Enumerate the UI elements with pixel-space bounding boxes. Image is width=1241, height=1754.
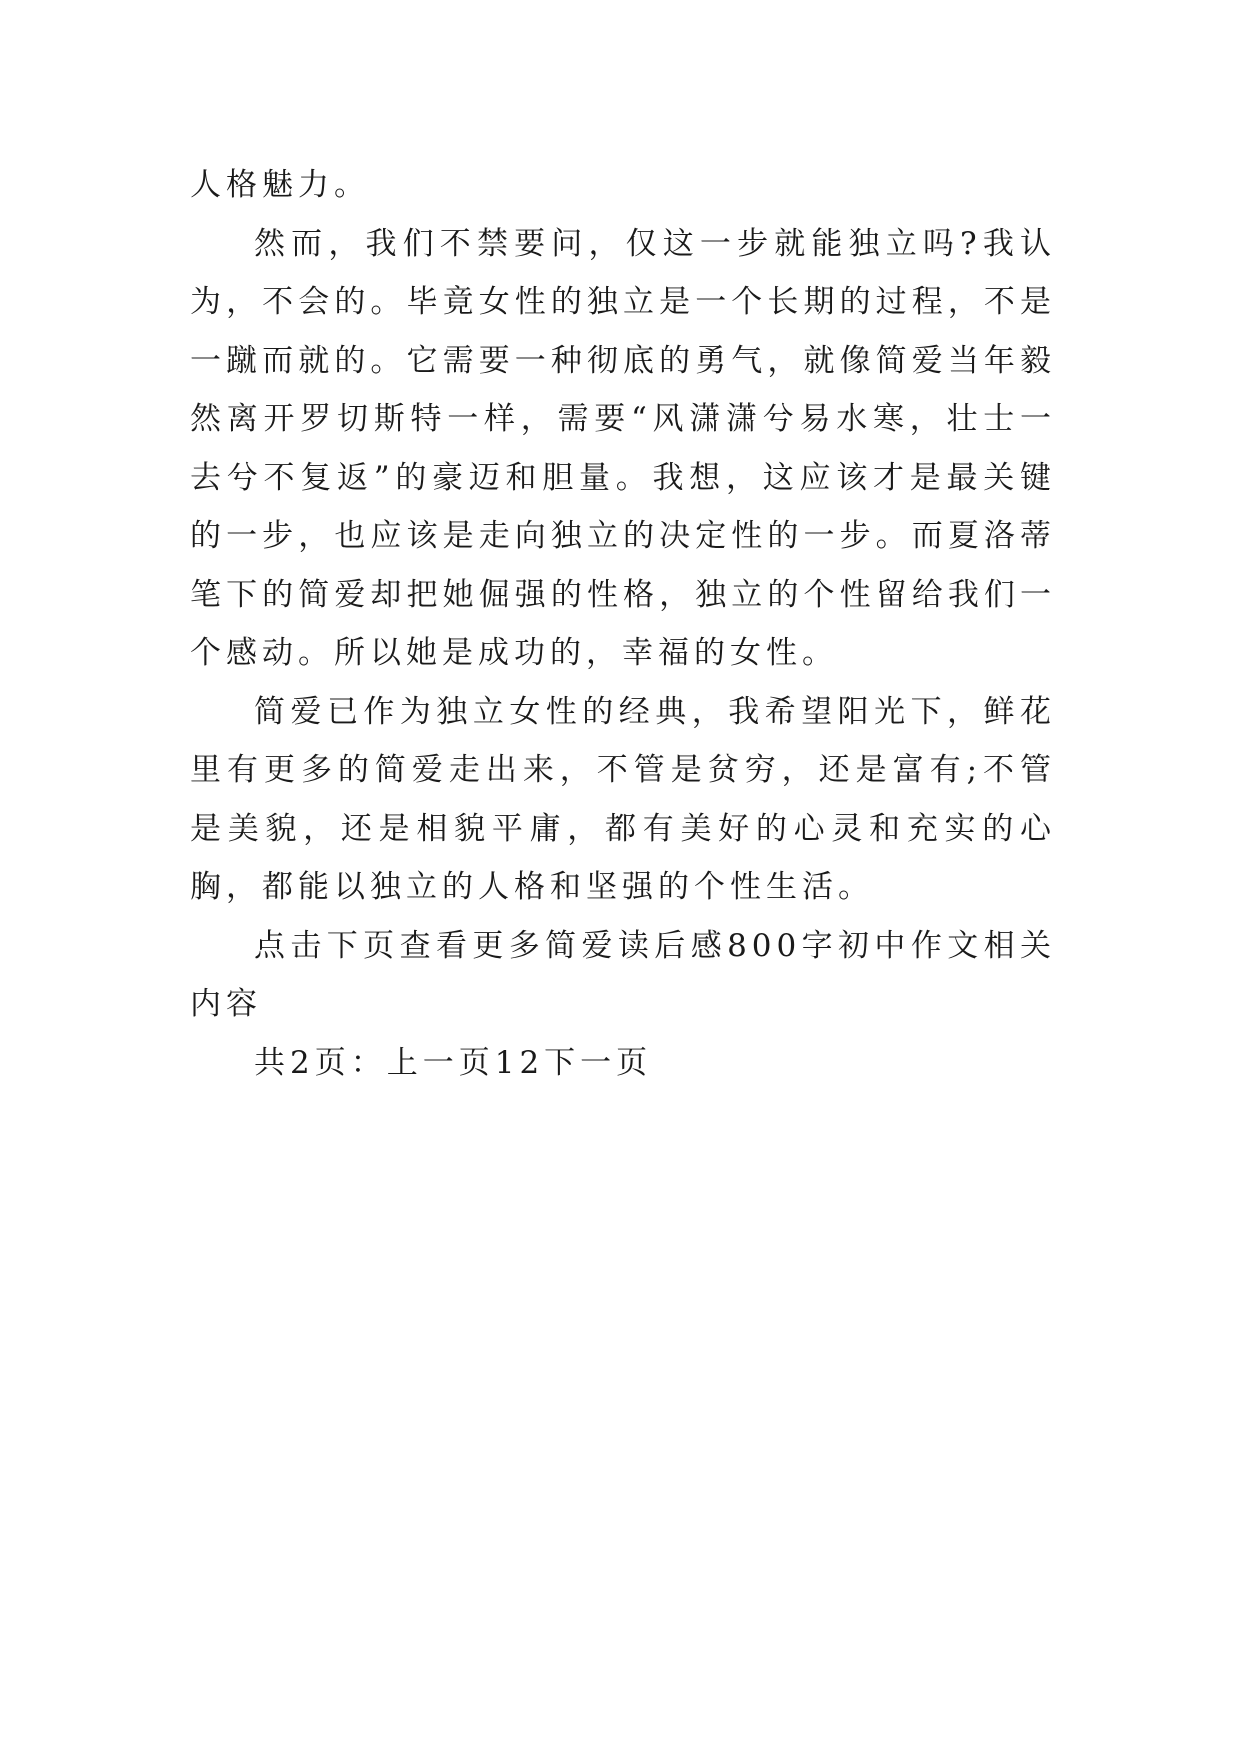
paragraph-jane-eyre-classic: 简爱已作为独立女性的经典，我希望阳光下，鲜花里有更多的简爱走出来，不管是贫穷，还是富有;不管是美貌，还是相貌平庸，都有美好的心灵和充实的心胸，都能以独立的人格和坚强的个性生活。 bbox=[190, 693, 1056, 905]
pagination-line: 共2页：上一页12下一页 bbox=[254, 1044, 653, 1081]
document-body bbox=[190, 156, 1056, 1092]
next-page-prompt: 点击下页查看更多简爱读后感800字初中作文相关内容 bbox=[190, 927, 1056, 1022]
paragraph-continuation: 人格魅力。 bbox=[190, 167, 370, 203]
paragraph-independence-question: 然而，我们不禁要问，仅这一步就能独立吗?我认为，不会的。毕竟女性的独立是一个长期的过程，不是一蹴而就的。它需要一种彻底的勇气，就像简爱当年毅然离开罗切斯特一样，需要“风潇潇兮易水寒，壮士一去兮不复返”的豪迈和胆量。我想，这应该才是最关键的一步，也应该是走向独立的决定性的一步。而夏洛蒂笔下的简爱却把她倔强的性格，独立的个性留给我们一个感动。所以她是成功的，幸福的女性。 bbox=[190, 225, 1056, 671]
